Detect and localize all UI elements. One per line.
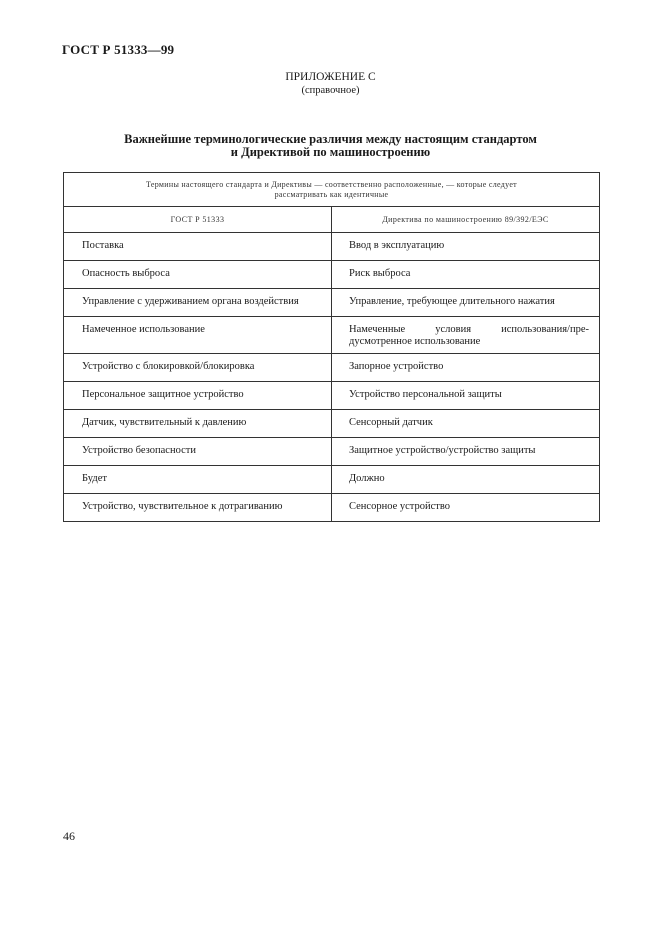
- table-row: [64, 289, 600, 317]
- term-gost: Устройство с блокировкой/блокировка: [64, 354, 332, 382]
- appendix-title: ПРИЛОЖЕНИЕ С: [285, 71, 376, 83]
- term-gost: Опасность выброса: [64, 261, 332, 289]
- term-gost: Поставка: [64, 233, 332, 261]
- page-number: 46: [63, 829, 75, 843]
- term-directive: Сенсорное устройство: [332, 494, 600, 522]
- table-row: [64, 233, 600, 261]
- term-directive: Защитное устройство/устройство защиты: [332, 438, 600, 466]
- table-row: [64, 466, 600, 494]
- document-code: ГОСТ Р 51333—99: [62, 42, 175, 57]
- table-header-row: [64, 207, 600, 233]
- table-row: [64, 382, 600, 410]
- column-header-directive: Директива по машиностроению 89/392/ЕЭС: [332, 207, 600, 233]
- table-row: [64, 410, 600, 438]
- terminology-table: [63, 172, 600, 522]
- term-gost: Датчик, чувствительный к давлению: [64, 410, 332, 438]
- term-gost: Персональное защитное устройство: [64, 382, 332, 410]
- term-directive: Ввод в эксплуатацию: [332, 233, 600, 261]
- appendix-type: (справочное): [301, 85, 360, 96]
- term-directive: Должно: [332, 466, 600, 494]
- term-directive: Сенсорный датчик: [332, 410, 600, 438]
- term-gost: Устройство, чувствительное к дотрагиванию: [64, 494, 332, 522]
- term-directive: Запорное устройство: [332, 354, 600, 382]
- term-directive: Намеченные условия использования/пре-дусмотренное использование: [332, 317, 600, 354]
- appendix-title-block: [0, 71, 661, 97]
- section-heading-line-1: Важнейшие терминологические различия между настоящим стандартом: [124, 132, 537, 146]
- table-row: [64, 354, 600, 382]
- table-row: [64, 261, 600, 289]
- term-gost: Намеченное использование: [64, 317, 332, 354]
- term-directive: Риск выброса: [332, 261, 600, 289]
- term-gost: Будет: [64, 466, 332, 494]
- table-note: [64, 173, 600, 207]
- table-note-row: [64, 173, 600, 207]
- table-row: [64, 494, 600, 522]
- table-note-line-1: Термины настоящего стандарта и Директивы — соответственно расположенные, — которые следует: [146, 179, 517, 189]
- section-heading-line-2: и Директивой по машиностроению: [230, 145, 431, 159]
- term-directive: Устройство персональной защиты: [332, 382, 600, 410]
- section-heading: [0, 133, 661, 159]
- term-gost: Управление с удерживанием органа воздействия: [64, 289, 332, 317]
- term-gost: Устройство безопасности: [64, 438, 332, 466]
- table-row: [64, 317, 600, 354]
- table-note-line-2: рассматривать как идентичные: [274, 189, 389, 199]
- term-directive: Управление, требующее длительного нажатия: [332, 289, 600, 317]
- column-header-gost: ГОСТ Р 51333: [64, 207, 332, 233]
- table-row: [64, 438, 600, 466]
